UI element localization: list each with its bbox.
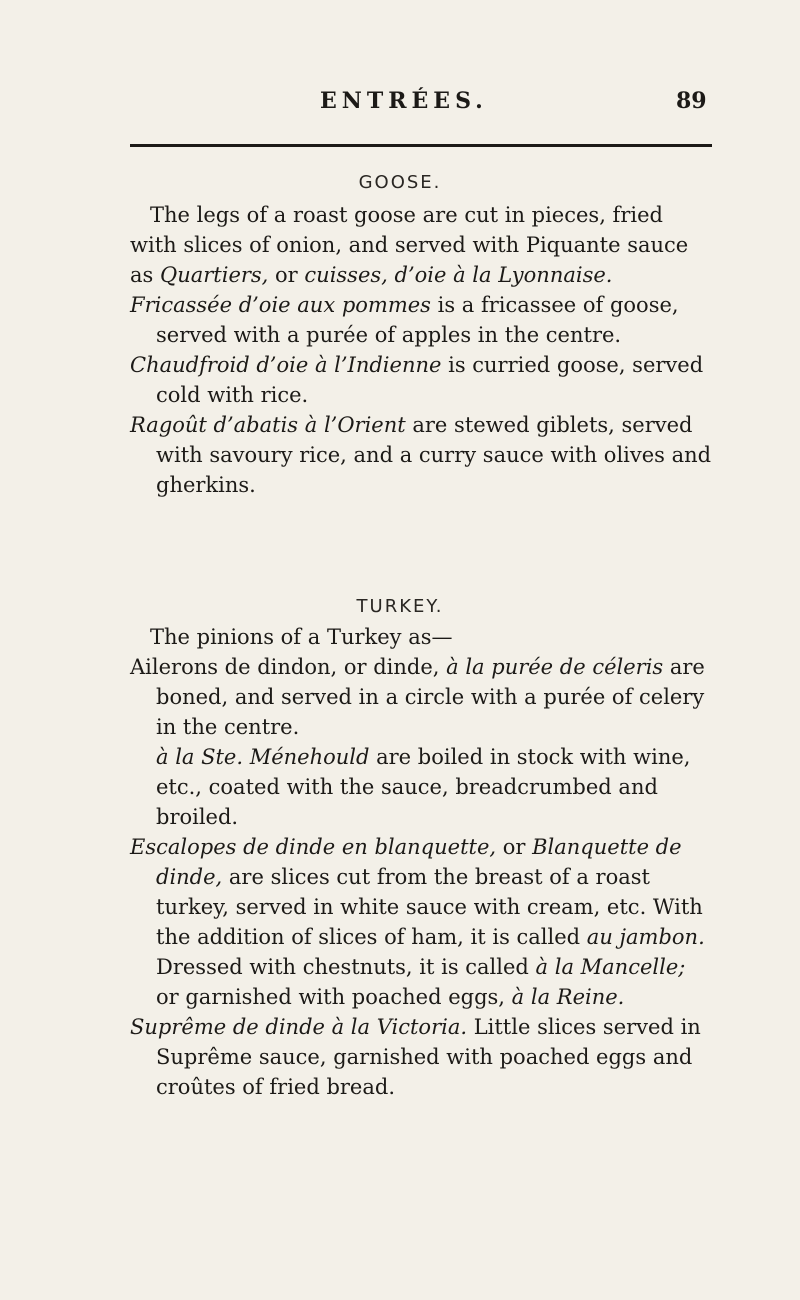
goose-section-body <box>130 200 712 500</box>
header-rule <box>130 144 712 147</box>
running-head <box>0 88 800 124</box>
turkey-paragraph-ailerons: Ailerons de dindon, or dinde, à la purée de céleris are boned, and served in a circle with a purée of celery in the centre. <box>130 655 705 739</box>
turkey-section-body <box>130 622 712 1102</box>
turkey-paragraph-supreme: Suprême de dinde à la Victoria. Little slices served in Suprême sauce, garnished with poached eggs and croûtes of fried bread. <box>130 1015 701 1099</box>
page-number: 89 <box>676 88 707 114</box>
turkey-paragraph-escalopes: Escalopes de dinde en blanquette, or Blanquette de dinde, are slices cut from the breast of a roast turkey, served in white sauce with cream, etc. With the addition of slices of ham, it is called au jambon. Dressed with chestnuts, it is called à la Mancelle; or garnished with poached eggs, à la Reine. <box>130 835 705 1009</box>
section-heading-turkey: TURKEY. <box>356 596 444 617</box>
goose-paragraph-1: The legs of a roast goose are cut in pieces, fried with slices of onion, and served with Piquante sauce as Quartiers, or cuisses, d’oie à la Lyonnaise. <box>130 203 689 287</box>
running-title: ENTRÉES. <box>320 88 488 114</box>
turkey-paragraph-menehould: à la Ste. Ménehould are boiled in stock with wine, etc., coated with the sauce, breadcrumbed and broiled. <box>156 745 691 829</box>
section-heading-goose: GOOSE. <box>358 172 442 193</box>
turkey-paragraph-intro: The pinions of a Turkey as— <box>150 625 453 649</box>
goose-paragraph-chaudfroid: Chaudfroid d’oie à l’Indienne is curried goose, served cold with rice. <box>130 353 704 407</box>
goose-paragraph-ragout: Ragoût d’abatis à l’Orient are stewed giblets, served with savoury rice, and a curry sauce with olives and gherkins. <box>130 413 712 497</box>
goose-paragraph-fricassee: Fricassée d’oie aux pommes is a fricassee of goose, served with a purée of apples in the centre. <box>130 293 679 347</box>
